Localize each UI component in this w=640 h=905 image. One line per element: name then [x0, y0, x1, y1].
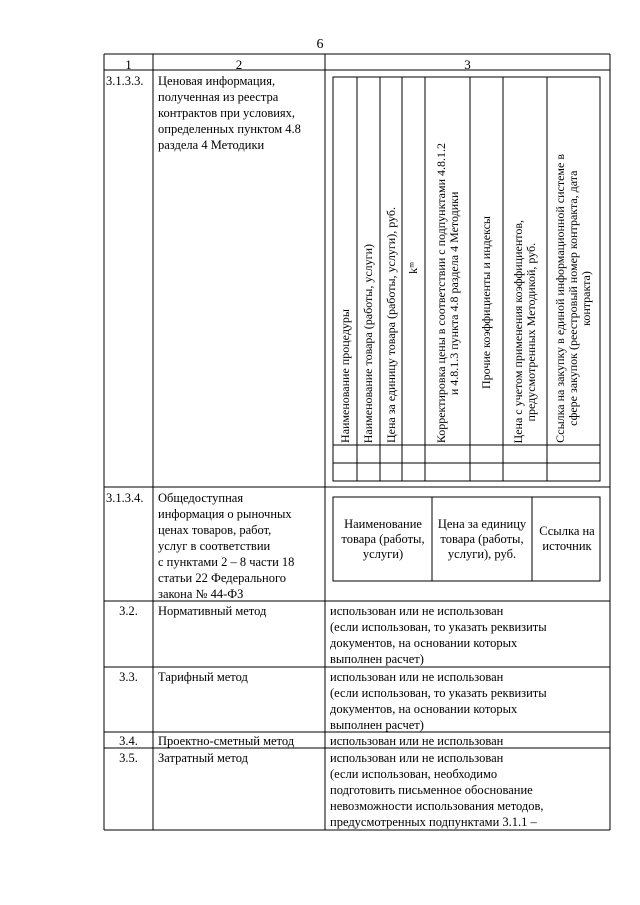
vertical-header: Цена за единицу товара (работы, услуги), руб.: [383, 206, 398, 443]
row-number: 3.4.: [119, 734, 138, 748]
vertical-header: Наименование товара (работы, услуги): [361, 243, 375, 443]
row-description: Проектно-сметный метод: [158, 734, 295, 748]
row-description: Общедоступная информация о рыночных ценах товаров, работ, услуг в соответствии с пунктами 2 – 8 части 18 статьи 22 Федерального закона № 44-ФЗ: [158, 491, 295, 601]
row-number: 3.1.3.4.: [106, 491, 144, 505]
row-number: 3.3.: [119, 670, 138, 684]
vertical-header: Наименование процедуры: [337, 309, 352, 443]
row-number: 3.2.: [119, 604, 138, 618]
col-header-3: 3: [464, 57, 471, 72]
col-header-2: 2: [235, 57, 243, 72]
col-header-1: 1: [125, 57, 132, 72]
inner-header-item: Наименование товара (работы, услуги): [341, 516, 425, 561]
vertical-header: Цена с учетом применения коэффициентов, предусмотренных Методикой, руб.: [511, 219, 538, 443]
row-number: 3.1.3.3.: [106, 74, 144, 88]
row-description: Тарифный метод: [158, 670, 248, 684]
vertical-header: kᵐ: [406, 262, 420, 274]
vertical-header: Ссылка на закупку в единой информационной системе в сфере закупок (реестровый номер контракта, дата контракта): [553, 154, 593, 443]
vertical-header: Корректировка цены в соответствии с подпунктами 4.8.1.2 и 4.8.1.3 пункта 4.8 раздела 4 Методики: [433, 142, 461, 443]
row-description: Нормативный метод: [158, 604, 267, 618]
vertical-header: Прочие коэффициенты и индексы: [479, 215, 493, 389]
inner-header-price: Цена за единицу товара (работы, услуги), руб.: [437, 516, 527, 561]
row-number: 3.5.: [119, 751, 138, 765]
row-value: использован или не использован (если использован, то указать реквизиты документов, на основании которых выполнен расчет): [330, 604, 547, 666]
row-value: использован или не использован: [330, 734, 504, 748]
row-description: Ценовая информация, полученная из реестра контрактов при условиях, определенных пунктом 4.8 раздела 4 Методики: [158, 74, 301, 152]
row-value: использован или не использован (если использован, необходимо подготовить письменное обоснование невозможности использования методов, предусмотренных подпунктами 3.1.1 –: [330, 751, 544, 829]
page-number: 6: [316, 37, 324, 52]
inner-header-source: Ссылка на источник: [539, 524, 595, 553]
row-value: использован или не использован (если использован, то указать реквизиты документов, на основании которых выполнен расчет): [330, 670, 547, 732]
row-description: Затратный метод: [158, 751, 248, 765]
